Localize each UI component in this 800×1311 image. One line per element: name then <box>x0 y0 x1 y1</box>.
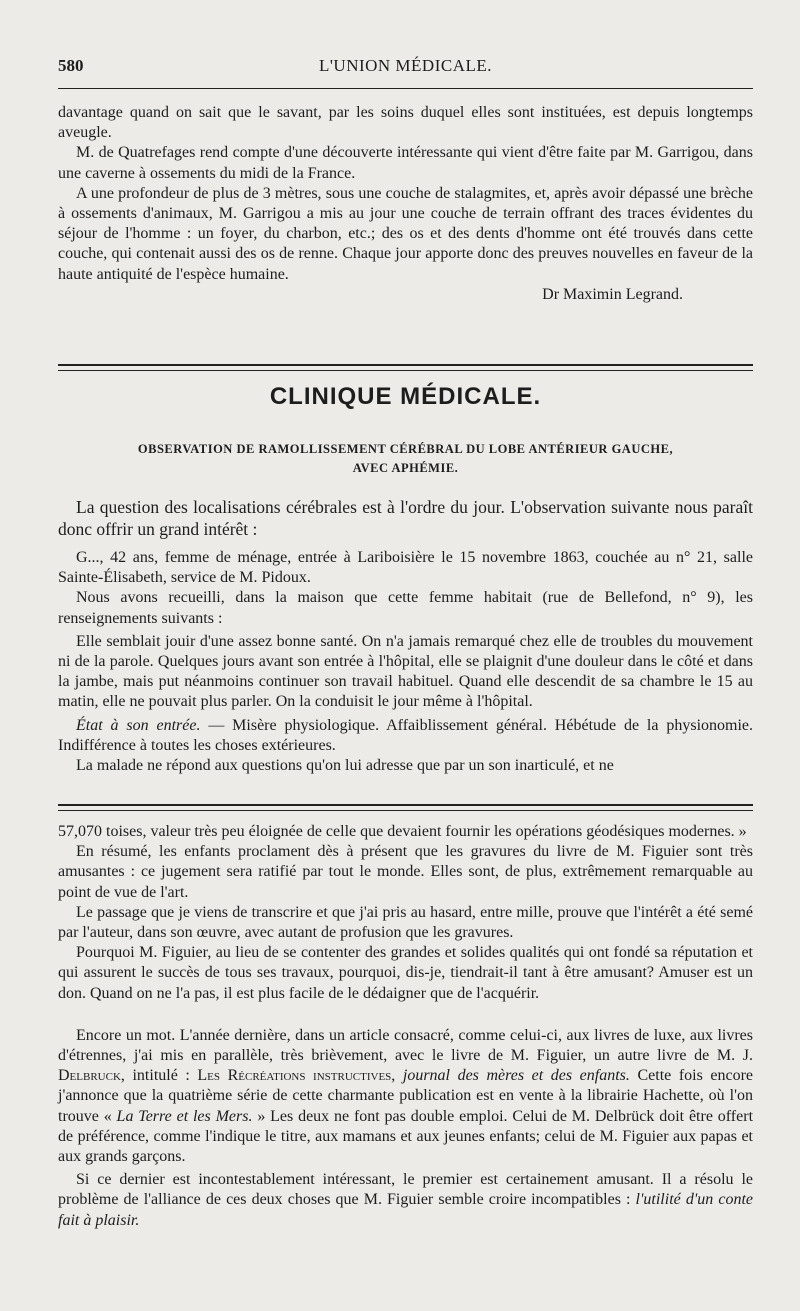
running-header <box>58 52 753 82</box>
paragraph: davantage quand on sait que le savant, par les soins duquel elles sont instituées, est depuis longtemps aveugle. <box>58 104 753 142</box>
italic-label: État à son entrée. <box>76 716 201 734</box>
paragraph: Le passage que je viens de transcrire et que j'ai pris au hasard, entre mille, prouve que l'intérêt a été semé par l'auteur, dans son œuvre, avec autant de profusion que les gravures. <box>58 903 753 942</box>
book-title: La Terre et les Mers. <box>116 1107 253 1125</box>
paragraph: Encore un mot. L'année dernière, dans un article consacré, comme celui-ci, aux livres de luxe, aux livres d'étrennes, j'ai mis en parallèle, très brièvement, avec le livre de M. Figuier, un autre livre de M. J. Delbruck, intitulé : Les Récréations instructives, journal des mères et des enfants. Cette fois encore j'annonce que la quatrième série de cette charmante publication est en vente à la librairie Hachette, où l'on trouve « La Terre et les Mers. » Les deux ne font pas double emploi. Celui de M. Delbrück doit être offert de préférence, comme l'indique le titre, aux mamans et aux jeunes enfants; celui de M. Figuier aux papas et aux grands garçons. <box>58 1026 754 1166</box>
paragraph: Pourquoi M. Figuier, au lieu de se contenter des grandes et solides qualités qui ont fondé sa réputation et qui assurent le succès de tous ses travaux, pourquoi, dis-je, tiendrait-il tant à être amusant? Amuser est un don. Quand on ne l'a pas, il est plus facile de le dédaigner que de l'acquérir. <box>58 944 753 1002</box>
page-number: 580 <box>58 56 84 75</box>
section-separator <box>58 364 753 371</box>
observation-title <box>58 440 753 478</box>
paragraph: Nous avons recueilli, dans la maison que cette femme habitait (rue de Bellefond, n° 9), les renseignements suivants : <box>58 589 753 627</box>
paragraph: A une profondeur de plus de 3 mètres, sous une couche de stalagmites, et, après avoir dépassé une brèche à ossements d'animaux, M. Garrigou a mis au jour une couche de terrain offrant des traces évidentes du séjour de l'homme : un foyer, du charbon, etc.; des os et des dents d'homme ont été trouvés dans cette couche, qui contenait aussi des os de renne. Chaque jour apporte donc des preuves nouvelles en faveur de la haute antiquité de l'espèce humaine. <box>58 184 753 283</box>
paragraph: La malade ne répond aux questions qu'on lui adresse que par un son inarticulé, et ne <box>76 757 614 775</box>
clinique-body <box>58 496 753 776</box>
signature: Dr Maximin Legrand. <box>542 285 683 303</box>
paragraph: En résumé, les enfants proclament dès à présent que les gravures du livre de M. Figuier sont très amusantes : ce jugement sera ratifié par tout le monde. Elles sont, de plus, extrêmement remarquable au point de vue de l'art. <box>58 843 753 901</box>
paragraph: Si ce dernier est incontestablement intéressant, le premier est certainement amusant. Il a résolu le problème de l'alliance de ces deux choses que M. Figuier semble croire incompatibles : l'utilité d'un conte fait à plaisir. <box>58 1171 753 1229</box>
book-title: Les Récréations instructives <box>197 1067 392 1085</box>
observation-title-line: AVEC APHÉMIE. <box>352 461 459 475</box>
author-name: Delbruck <box>58 1067 121 1085</box>
paragraph: M. de Quatrefages rend compte d'une découverte intéressante qui vient d'être faite par M. Garrigou, dans une caverne à ossements du midi de la France. <box>58 144 753 182</box>
paragraph: Elle semblait jouir d'une assez bonne santé. On n'a jamais remarqué chez elle de troubles du mouvement ni de la parole. Quelques jours avant son entrée à l'hôpital, elle se plaignit d'une douleur dans le côté et dans la jambe, mais put néanmoins continuer son travail habituel. Quand elle descendit de sa chambre le 15 au matin, elle ne pouvait plus parler. On la conduisit le jour même à l'hôpital. <box>58 632 753 711</box>
top-section <box>58 103 753 305</box>
header-rule <box>58 88 753 89</box>
paragraph: G..., 42 ans, femme de ménage, entrée à Lariboisière le 15 novembre 1863, couchée au n° 21, salle Sainte-Élisabeth, service de M. Pidoux. <box>58 549 753 587</box>
quotation: l'utilité d'un conte fait à plaisir. <box>58 1191 753 1229</box>
section-title: CLINIQUE MÉDICALE. <box>269 383 542 410</box>
feuilleton-body <box>58 822 753 1231</box>
lead-paragraph: La question des localisations cérébrales est à l'ordre du jour. L'observation suivante nous paraît donc offrir un grand intérêt : <box>58 497 753 539</box>
journal-title: journal des mères et des enfants. <box>402 1067 630 1085</box>
paragraph: 57,070 toises, valeur très peu éloignée de celle que devaient fournir les opérations géodésiques modernes. » <box>58 823 747 840</box>
feuilleton-separator <box>58 804 753 811</box>
observation-title-line: OBSERVATION DE RAMOLLISSEMENT CÉRÉBRAL DU LOBE ANTÉRIEUR GAUCHE, <box>137 442 674 456</box>
running-title: L'UNION MÉDICALE. <box>318 56 493 75</box>
paragraph: État à son entrée. — Misère physiologique. Affaiblissement général. Hébétude de la physionomie. Indifférence à toutes les choses extérieures. <box>58 716 753 754</box>
